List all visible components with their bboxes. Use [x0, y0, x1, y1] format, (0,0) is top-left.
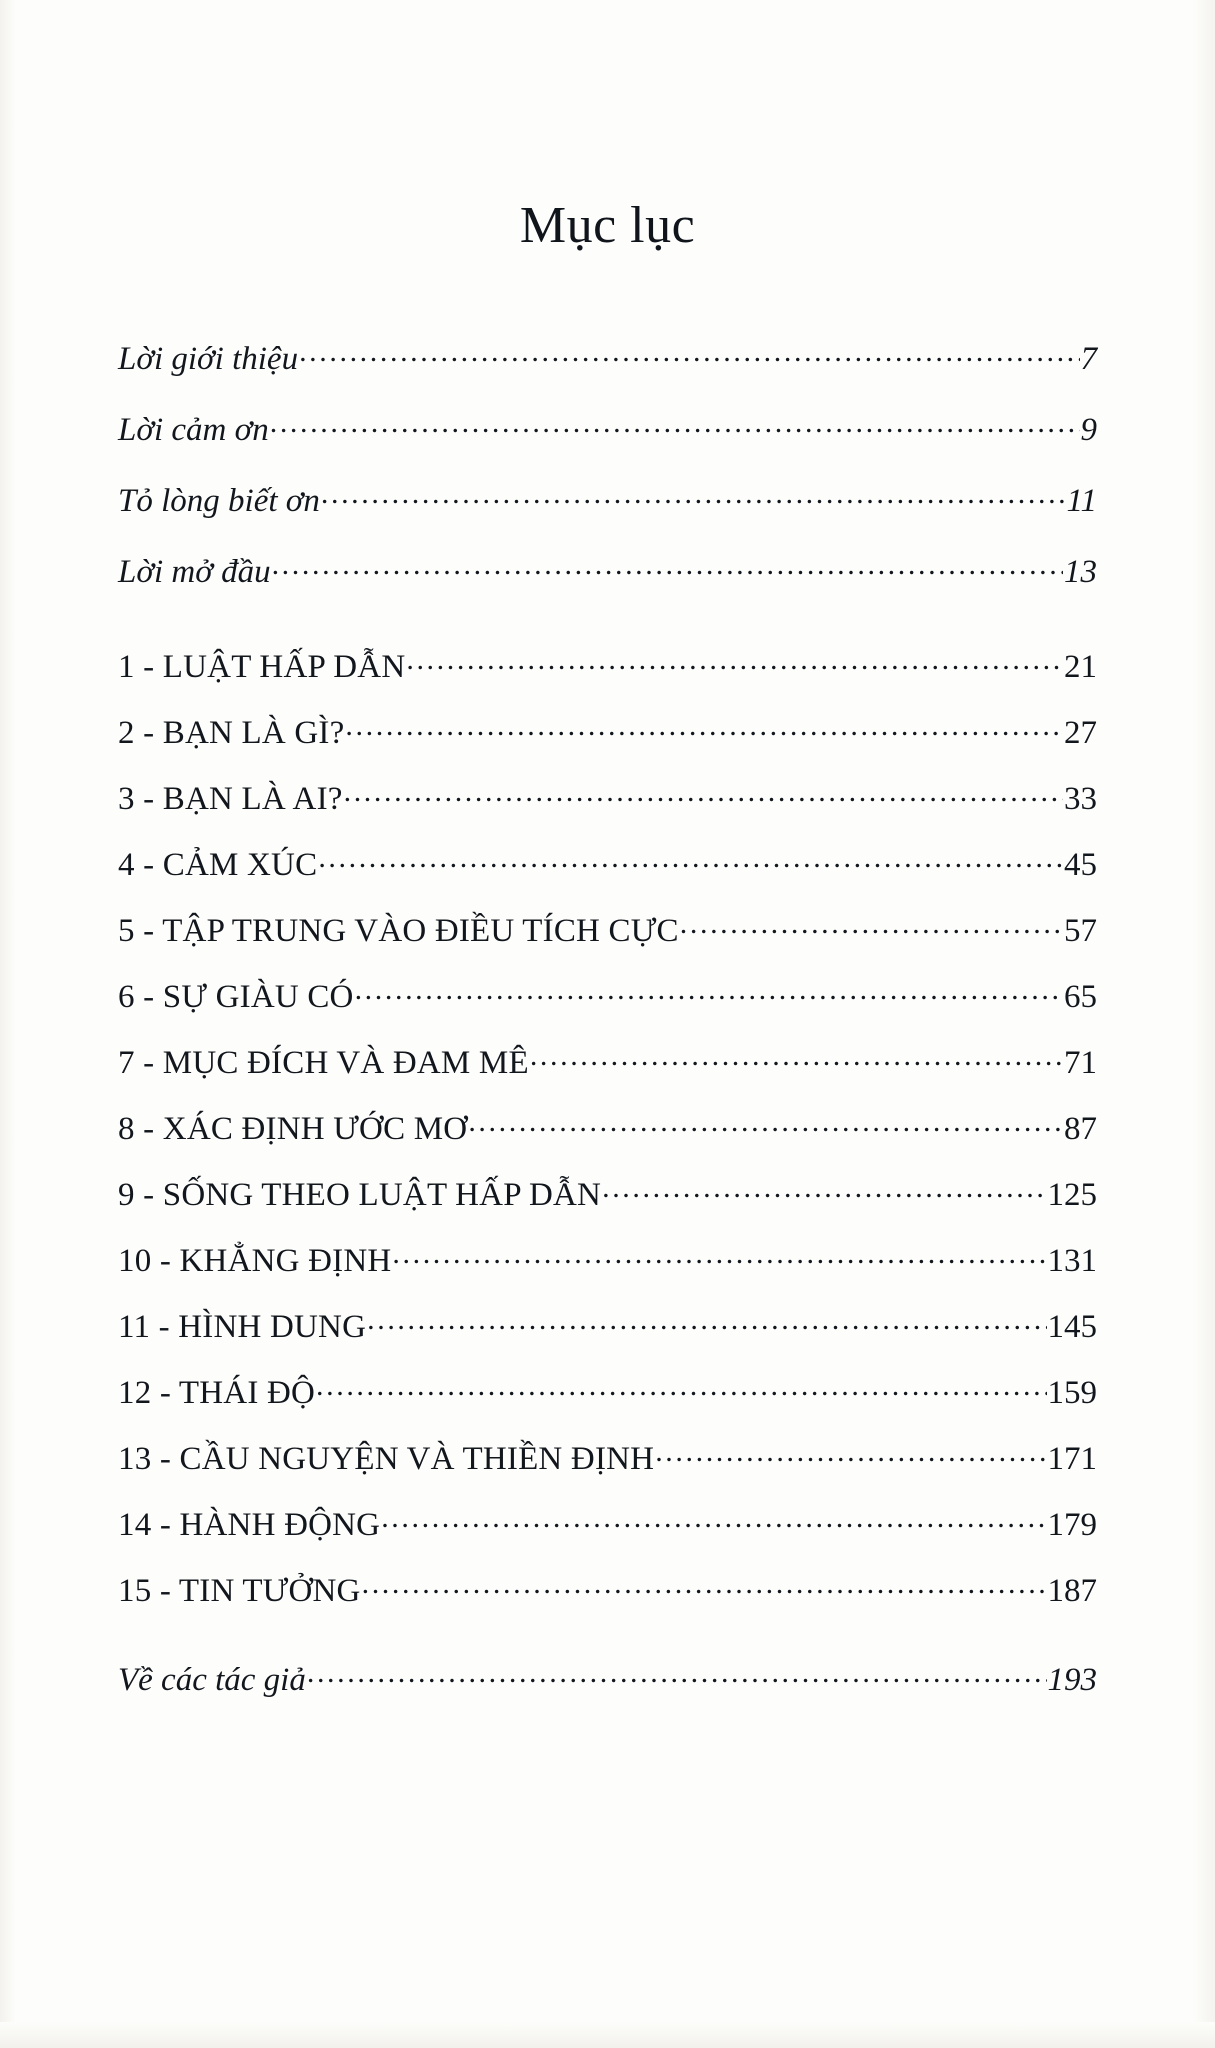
toc-entry-label: Tỏ lòng biết ơn	[118, 483, 320, 519]
toc-entry-page-number: 65	[1064, 979, 1097, 1015]
dot-leader	[321, 495, 1066, 511]
toc-entry-page-number: 159	[1047, 1375, 1097, 1411]
toc-entry-chapter-8[interactable]	[118, 1113, 1097, 1146]
dot-leader	[307, 1674, 1047, 1690]
dot-leader	[530, 1057, 1063, 1073]
dot-leader	[355, 991, 1063, 1007]
dot-leader	[272, 566, 1063, 582]
toc-entry-label: 7 - MỤC ĐÍCH VÀ ĐAM MÊ	[118, 1045, 529, 1081]
toc-entry-page-number: 45	[1064, 847, 1097, 883]
dot-leader	[680, 925, 1063, 941]
toc-entry-page-number: 125	[1047, 1177, 1097, 1213]
toc-entry-page-number: 11	[1066, 483, 1097, 519]
toc-entry-chapter-9[interactable]	[118, 1179, 1097, 1212]
toc-entry-front-3[interactable]	[118, 485, 1097, 518]
toc-entry-label: Lời mở đầu	[118, 554, 271, 590]
page-edge-bottom	[0, 2022, 1215, 2048]
toc-entry-front-4[interactable]	[118, 556, 1097, 589]
toc-entry-chapter-7[interactable]	[118, 1047, 1097, 1080]
back-matter-list	[118, 1664, 1097, 1697]
toc-entry-label: 5 - TẬP TRUNG VÀO ĐIỀU TÍCH CỰC	[118, 913, 679, 949]
toc-entry-back-1[interactable]	[118, 1664, 1097, 1697]
toc-entry-page-number: 21	[1064, 649, 1097, 685]
toc-entry-chapter-4[interactable]	[118, 849, 1097, 882]
toc-entry-label: 8 - XÁC ĐỊNH ƯỚC MƠ	[118, 1111, 468, 1147]
toc-entry-page-number: 145	[1047, 1309, 1097, 1345]
toc-entry-page-number: 193	[1047, 1662, 1097, 1698]
dot-leader	[655, 1453, 1046, 1469]
toc-entry-label: 11 - HÌNH DUNG	[118, 1309, 367, 1345]
toc-entry-label: Về các tác giả	[118, 1662, 306, 1698]
chapter-list	[118, 651, 1097, 1608]
toc-entry-page-number: 131	[1047, 1243, 1097, 1279]
toc-entry-label: 4 - CẢM XÚC	[118, 847, 318, 883]
toc-entry-label: Lời giới thiệu	[118, 341, 299, 377]
toc-entry-chapter-10[interactable]	[118, 1245, 1097, 1278]
toc-entry-chapter-1[interactable]	[118, 651, 1097, 684]
dot-leader	[381, 1519, 1046, 1535]
toc-entry-label: 12 - THÁI ĐỘ	[118, 1375, 316, 1411]
toc-entry-chapter-3[interactable]	[118, 783, 1097, 816]
toc-entry-page-number: 171	[1047, 1441, 1097, 1477]
dot-leader	[316, 1387, 1046, 1403]
dot-leader	[367, 1321, 1046, 1337]
toc-entry-page-number: 33	[1064, 781, 1097, 817]
toc-entry-chapter-14[interactable]	[118, 1509, 1097, 1542]
toc-entry-page-number: 27	[1064, 715, 1097, 751]
toc-entry-page-number: 57	[1064, 913, 1097, 949]
toc-entry-chapter-11[interactable]	[118, 1311, 1097, 1344]
toc-entry-page-number: 71	[1064, 1045, 1097, 1081]
page-title: Mục lục	[519, 197, 696, 254]
toc-entry-label: 6 - SỰ GIÀU CÓ	[118, 979, 354, 1015]
dot-leader	[406, 661, 1063, 677]
toc-entry-page-number: 13	[1064, 554, 1097, 590]
front-matter-list	[118, 343, 1097, 589]
toc-entry-label: 15 - TIN TƯỞNG	[118, 1573, 361, 1609]
dot-leader	[344, 793, 1063, 809]
dot-leader	[362, 1585, 1047, 1601]
dot-leader	[392, 1255, 1046, 1271]
toc-entry-page-number: 7	[1080, 341, 1097, 377]
toc-entry-chapter-12[interactable]	[118, 1377, 1097, 1410]
dot-leader	[318, 859, 1063, 875]
dot-leader	[270, 424, 1080, 440]
dot-leader	[468, 1123, 1063, 1139]
toc-entry-page-number: 9	[1080, 412, 1097, 448]
toc-entry-page-number: 87	[1064, 1111, 1097, 1147]
toc-entry-chapter-6[interactable]	[118, 981, 1097, 1014]
dot-leader	[299, 353, 1079, 369]
toc-entry-front-1[interactable]	[118, 343, 1097, 376]
toc-entry-chapter-13[interactable]	[118, 1443, 1097, 1476]
toc-entry-label: 9 - SỐNG THEO LUẬT HẤP DẪN	[118, 1177, 602, 1213]
dot-leader	[345, 727, 1063, 743]
toc-entry-label: 3 - BẠN LÀ AI?	[118, 781, 343, 817]
toc-entry-label: 2 - BẠN LÀ GÌ?	[118, 715, 345, 751]
dot-leader	[602, 1189, 1046, 1205]
toc-entry-chapter-2[interactable]	[118, 717, 1097, 750]
toc-entry-label: 10 - KHẲNG ĐỊNH	[118, 1243, 392, 1279]
toc-entry-page-number: 187	[1047, 1573, 1097, 1609]
toc-entry-chapter-5[interactable]	[118, 915, 1097, 948]
toc-entry-chapter-15[interactable]	[118, 1575, 1097, 1608]
toc-entry-label: 14 - HÀNH ĐỘNG	[118, 1507, 381, 1543]
toc-entry-page-number: 179	[1047, 1507, 1097, 1543]
toc-entry-label: 1 - LUẬT HẤP DẪN	[118, 649, 406, 685]
toc-entry-label: 13 - CẦU NGUYỆN VÀ THIỀN ĐỊNH	[118, 1441, 655, 1477]
toc-entry-front-2[interactable]	[118, 414, 1097, 447]
toc-entry-label: Lời cảm ơn	[118, 412, 269, 448]
